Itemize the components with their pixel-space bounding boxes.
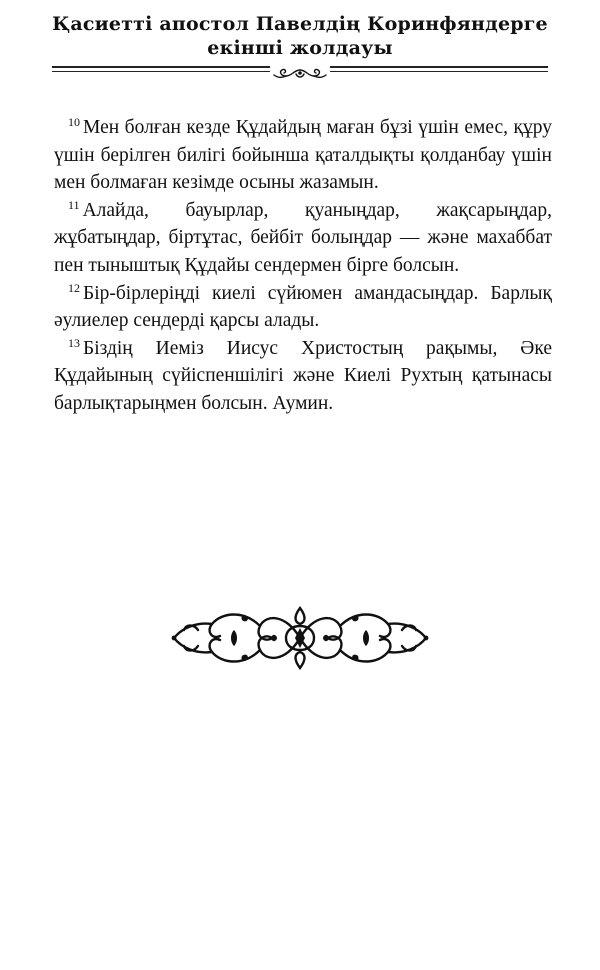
verse-text: Біздің Иеміз Иисус Христостың рақымы, Әке Құдайының сүйіспеншілігі және Киелі Рухтың қатынасы барлықтарыңмен болсын. Аумин. [54, 337, 552, 414]
verse-10 [54, 114, 552, 197]
verse-number: 12 [68, 280, 80, 295]
verse-text: Мен болған кезде Құдайдың маған бұзі үшін емес, құру үшін берілген билігі бойынша қаталдықты қолданбау үшін мен болмаған кезімде осыны жазамын. [54, 117, 552, 194]
verse-number: 11 [68, 197, 80, 212]
end-of-text-ornament [168, 600, 432, 676]
verse-text: Бір-бірлеріңді киелі сүйюмен амандасыңдар. Барлық әулиелер сендерді қарсы алады. [54, 282, 552, 332]
verse-13 [54, 335, 552, 418]
page-header [0, 12, 600, 60]
verse-11 [54, 197, 552, 280]
header-flourish-ornament [270, 66, 330, 82]
verse-number: 13 [68, 335, 80, 350]
verse-text: Алайда, бауырлар, қуаныңдар, жақсарыңдар, жұбатыңдар, біртұтас, бейбіт болыңдар — және махаббат пен тыныштық Құдайы сендермен бірге болсын. [54, 199, 552, 276]
page-title-line-1: Қасиетті апостол Павелдің Коринфяндерге [52, 13, 548, 35]
epistle-text [54, 114, 552, 418]
page-title-line-2: екінші жолдауы [207, 37, 393, 59]
verse-12 [54, 280, 552, 335]
verse-number: 10 [68, 115, 80, 129]
